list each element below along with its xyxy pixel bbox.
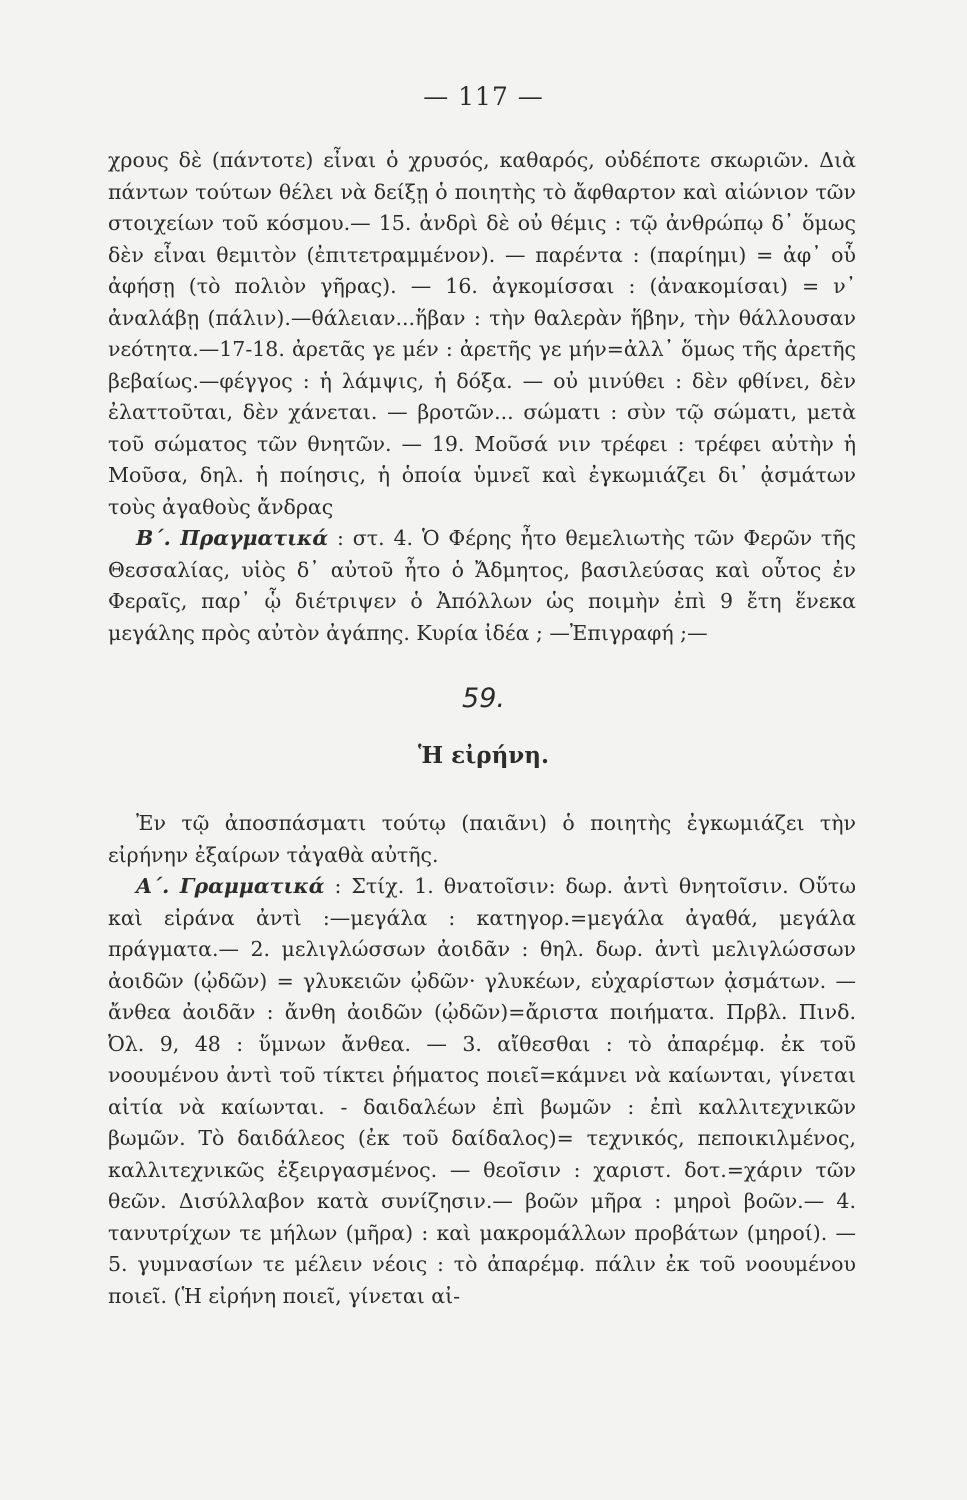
section-number: 59. — [462, 683, 505, 714]
intro-paragraph — [108, 808, 856, 871]
realia-paragraph — [108, 523, 856, 649]
realia-text: : στ. 4. Ὁ Φέρης ἦτο θεμελιωτὴς τῶν Φερῶν τῆς Θεσσαλίας, υἱὸς δ᾽ αὐτοῦ ἦτο ὁ Ἄδμητος, βασιλεύσας καὶ οὗτος ἐν Φεραῖς, παρ᾽ ᾧ διέτριψεν ὁ Ἀπόλλων ὡς ποιμὴν ἐπὶ 9 ἔτη ἕνεκα μεγάλης πρὸς αὐτὸν ἀγάπης. Κυρία ἰδέα ; —Ἐπιγραφή ;— — [108, 526, 857, 645]
grammar-paragraph — [108, 871, 856, 1312]
intro-text: Ἐν τῷ ἀποσπάσματι τούτῳ (παιᾶνι) ὁ ποιητὴς ἐγκωμιάζει τὴν εἰρήνην ἐξαίρων τἀγαθὰ αὐτῆς. — [108, 811, 856, 867]
commentary-text: χρους δὲ (πάντοτε) εἶναι ὁ χρυσός, καθαρός, οὐδέποτε σκωριῶν. Διὰ πάντων τούτων θέλει νὰ δείξῃ ὁ ποιητὴς τὸ ἄφθαρτον καὶ αἰώνιον τῶν στοιχείων τοῦ κόσμου.— 15. ἀνδρὶ δὲ οὐ θέμις : τῷ ἀνθρώπῳ δ᾽ ὅμως δὲν εἶναι θεμιτὸν (ἐπιτετραμμένον). — παρέντα : (παρίημι) = ἀφ᾽ οὗ ἀφήσῃ (τὸ πολιὸν γῆρας). — 16. ἀγκομίσσαι : (ἀνακομίσαι) = ν᾽ ἀναλάβῃ (πάλιν).—θάλειαν...ἥβαν : τὴν θαλερὰν ἥβην, τὴν θάλλουσαν νεότητα.—17-18. ἀρετᾶς γε μέν : ἀρετῆς γε μήν=ἀλλ᾽ ὅμως τῆς ἀρετῆς βεβαίως.—φέγγος : ἡ λάμψις, ἡ δόξα. — οὐ μινύθει : δὲν φθίνει, δὲν ἐλαττοῦται, δὲν χάνεται. — βροτῶν... σώματι : σὺν τῷ σώματι, μετὰ τοῦ σώματος τῶν θνητῶν. — 19. Μοῦσά νιν τρέφει : τρέφει αὐτὴν ἡ Μοῦσα, δηλ. ἡ ποίησις, ἡ ὁποία ὑμνεῖ καὶ ἐγκωμιάζει δι᾽ ᾀσμάτων τοὺς ἀγαθοὺς ἄνδρας — [108, 148, 856, 519]
poem-title: Ἡ εἰρήνη. — [418, 742, 549, 769]
commentary-paragraph — [108, 145, 856, 523]
page-number: — 117 — — [423, 82, 544, 111]
realia-label: Β΄. Πραγματικά — [136, 526, 329, 550]
grammar-text: : Στίχ. 1. θνατοῖσιν: δωρ. ἀντὶ θνητοῖσιν. Οὕτω καὶ εἰράνα ἀντὶ :—μεγάλα : κατηγορ.=μεγάλα ἀγαθά, μεγάλα πράγματα.— 2. μελιγλώσσων ἀοιδᾶν : θηλ. δωρ. ἀντὶ μελιγλώσσων ἀοιδῶν (ᾠδῶν) = γλυκειῶν ᾠδῶν· γλυκέων, εὐχαρίστων ᾀσμάτων. — ἄνθεα ἀοιδᾶν : ἄνθη ἀοιδῶν (ᾠδῶν)=ἄριστα ποιήματα. Πρβλ. Πινδ. Ὀλ. 9, 48 : ὕμνων ἄνθεα. — 3. αἴθεσθαι : τὸ ἀπαρέμφ. ἐκ τοῦ νοουμένου ἀντὶ τοῦ τίκτει ῥήματος ποιεῖ=κάμνει νὰ καίωνται, γίνεται αἰτία νὰ καίωνται. - δαιδαλέων ἐπὶ βωμῶν : ἐπὶ καλλιτεχνικῶν βωμῶν. Τὸ δαιδάλεος (ἐκ τοῦ δαίδαλος)= τεχνικός, πεποικιλμένος, καλλιτεχνικῶς ἐξειργασμένος. — θεοῖσιν : χαριστ. δοτ.=χάριν τῶν θεῶν. Δισύλλαβον κατὰ συνίζησιν.— βοῶν μῆρα : μηροὶ βοῶν.— 4. τανυτρίχων τε μήλων (μῆρα) : καὶ μακρομάλλων προβάτων (μηροί). — 5. γυμνασίων τε μέλειν νέοις : τὸ ἀπαρέμφ. πάλιν ἐκ τοῦ νοουμένου ποιεῖ. (Ἡ εἰρήνη ποιεῖ, γίνεται αἰ- — [108, 874, 856, 1308]
top-commentary — [108, 145, 856, 649]
grammar-label: Α΄. Γραμματικά — [136, 874, 325, 898]
bottom-commentary — [108, 808, 856, 1312]
